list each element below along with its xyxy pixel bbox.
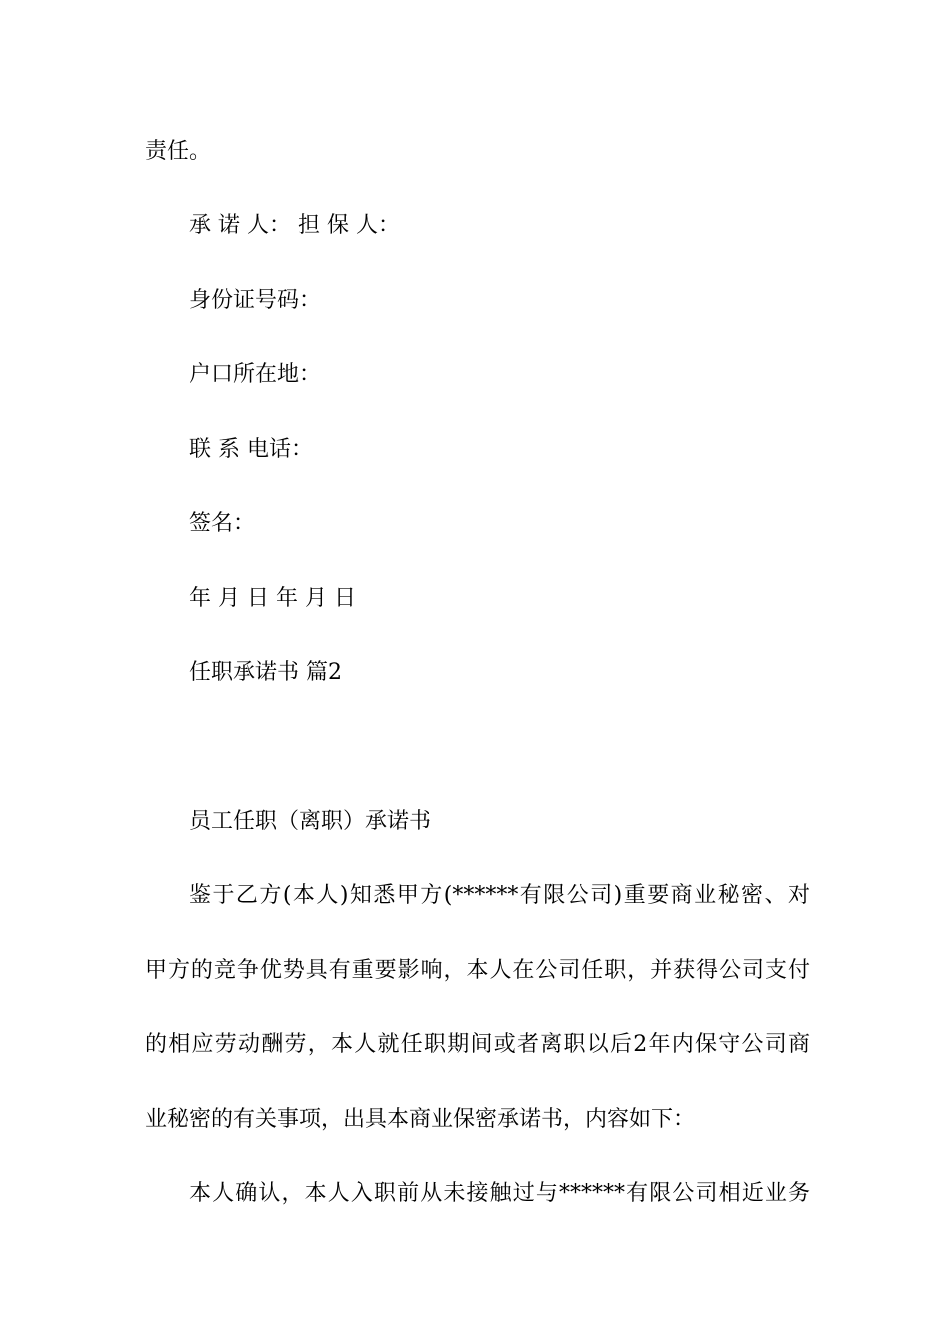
paragraph-line: 本人确认，本人入职前从未接触过与******有限公司相近业务 bbox=[189, 1181, 810, 1206]
paragraph-line: 甲方的竞争优势具有重要影响，本人在公司任职，并获得公司支付 bbox=[145, 958, 810, 983]
text-line-dates: 年 月 日 年 月 日 bbox=[189, 586, 356, 611]
text-line-signatories: 承 诺 人： 担 保 人： bbox=[189, 213, 400, 238]
paragraph-line: 业秘密的有关事项，出具本商业保密承诺书，内容如下： bbox=[145, 1107, 696, 1132]
text-line-household-registration: 户口所在地： bbox=[189, 362, 322, 387]
paragraph-line: 的相应劳动酬劳，本人就任职期间或者离职以后2年内保守公司商 bbox=[145, 1032, 810, 1057]
text-line-signature: 签名： bbox=[189, 511, 256, 536]
text-line-phone: 联 系 电话： bbox=[189, 437, 313, 462]
document-title: 员工任职（离职）承诺书 bbox=[189, 809, 432, 834]
section-heading-part-2: 任职承诺书 篇2 bbox=[189, 660, 342, 685]
paragraph-line: 鉴于乙方(本人)知悉甲方(******有限公司)重要商业秘密、对 bbox=[189, 883, 810, 908]
text-line-id-number: 身份证号码： bbox=[189, 288, 322, 313]
text-line-responsibility: 责任。 bbox=[145, 139, 212, 164]
